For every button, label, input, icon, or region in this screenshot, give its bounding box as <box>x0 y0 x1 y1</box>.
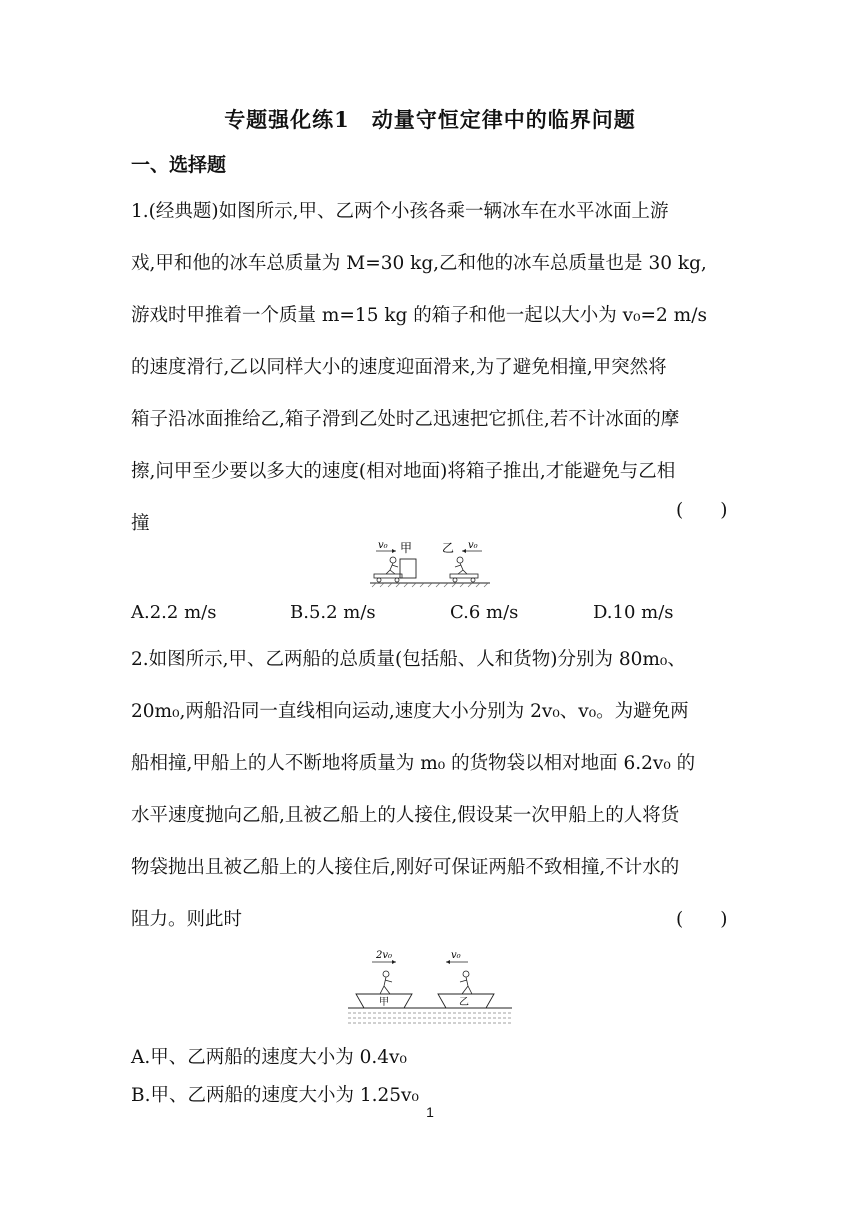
q1-line: 擦,问甲至少要以多大的速度(相对地面)将箱子推出,才能避免与乙相 <box>131 461 676 482</box>
q2-line: 2.如图所示,甲、乙两船的总质量(包括船、人和货物)分别为 80m₀、 <box>131 649 686 670</box>
q1-option-d: D.10 m/s <box>593 602 674 623</box>
page-title: 专题强化练1 动量守恒定律中的临界问题 <box>224 107 636 132</box>
q2-line: 20m₀,两船沿同一直线相向运动,速度大小分别为 2v₀、v₀。为避免两 <box>131 701 689 722</box>
q1-line: 戏,甲和他的冰车总质量为 M=30 kg,乙和他的冰车总质量也是 30 kg, <box>131 253 707 274</box>
q2-option-b: B.甲、乙两船的速度大小为 1.25v₀ <box>131 1085 419 1106</box>
q1-line: 1.(经典题)如图所示,甲、乙两个小孩各乘一辆冰车在水平冰面上游 <box>131 201 669 222</box>
q2-option-a: A.甲、乙两船的速度大小为 0.4v₀ <box>131 1047 407 1068</box>
section-heading: 一、选择题 <box>131 154 227 176</box>
q2-line: 船相撞,甲船上的人不断地将质量为 m₀ 的货物袋以相对地面 6.2v₀ 的 <box>131 753 696 774</box>
q1-figure <box>368 534 493 592</box>
q2-velocity-label-left: 2v₀ <box>376 950 393 961</box>
q1-answer-blank: ( ) <box>676 500 728 521</box>
q2-answer-blank: ( ) <box>676 909 728 930</box>
q1-line: 撞 <box>131 513 150 534</box>
q2-name-left: 甲 <box>379 997 389 1008</box>
q2-line: 水平速度抛向乙船,且被乙船上的人接住,假设某一次甲船上的人将货 <box>131 805 680 826</box>
q1-name-right: 乙 <box>442 541 455 555</box>
q2-line: 物袋抛出且被乙船上的人接住后,刚好可保证两船不致相撞,不计水的 <box>131 857 680 878</box>
q2-figure <box>346 944 514 1030</box>
page-number: 1 <box>426 1104 434 1120</box>
q1-line: 游戏时甲推着一个质量 m=15 kg 的箱子和他一起以大小为 v₀=2 m/s <box>131 305 707 326</box>
q1-option-a: A.2.2 m/s <box>131 602 217 623</box>
q1-option-b: B.5.2 m/s <box>290 602 376 623</box>
q1-option-c: C.6 m/s <box>450 602 519 623</box>
q2-velocity-label-right: v₀ <box>451 950 461 961</box>
q1-velocity-label-right: v₀ <box>468 540 478 551</box>
q2-name-right: 乙 <box>459 997 469 1008</box>
q1-velocity-label-left: v₀ <box>378 540 388 551</box>
q1-name-left: 甲 <box>400 541 413 555</box>
q2-line: 阻力。则此时 <box>131 909 243 930</box>
q1-line: 的速度滑行,乙以同样大小的速度迎面滑来,为了避免相撞,甲突然将 <box>131 357 667 378</box>
q1-line: 箱子沿冰面推给乙,箱子滑到乙处时乙迅速把它抓住,若不计冰面的摩 <box>131 409 680 430</box>
